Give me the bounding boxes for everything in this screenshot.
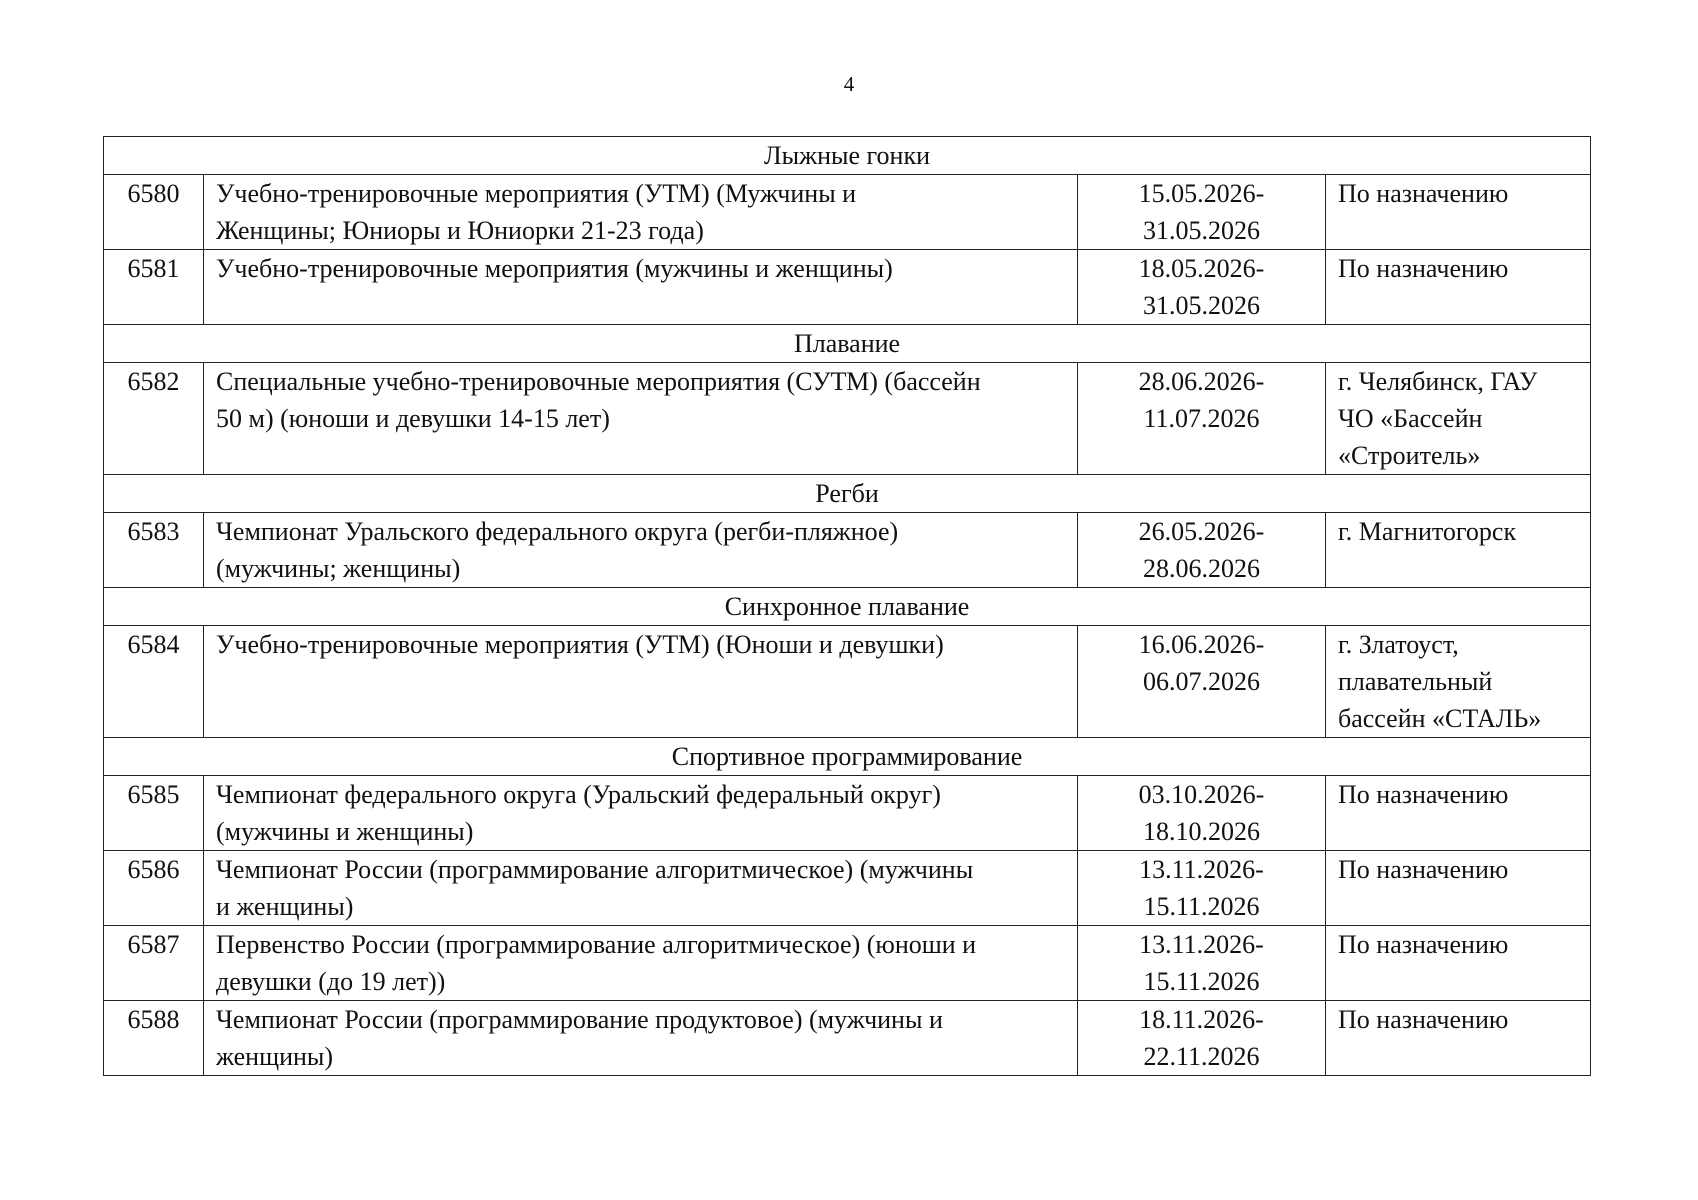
event-name	[204, 250, 1078, 325]
section-title: Синхронное плавание	[104, 588, 1591, 626]
event-place	[1326, 175, 1591, 250]
event-number: 6588	[104, 1001, 204, 1076]
event-place-line: По назначению	[1338, 1005, 1509, 1034]
event-place-line: бассейн «СТАЛЬ»	[1338, 704, 1542, 733]
event-name-line: (мужчины и женщины)	[216, 817, 474, 846]
event-number: 6582	[104, 363, 204, 475]
event-name-line: Чемпионат Уральского федерального округа (регби-пляжное)	[216, 517, 899, 546]
event-name-line: (мужчины; женщины)	[216, 554, 461, 583]
event-place-line: По назначению	[1338, 179, 1509, 208]
table-row	[104, 851, 1591, 926]
event-date-start: 18.11.2026-	[1139, 1005, 1264, 1034]
event-name-line: Женщины; Юниоры и Юниорки 21-23 года)	[216, 216, 704, 245]
event-date-end: 18.10.2026	[1143, 817, 1260, 846]
event-date-start: 15.05.2026-	[1138, 179, 1265, 208]
event-name-line: Первенство России (программирование алгоритмическое) (юноши и	[216, 930, 977, 959]
event-name	[204, 363, 1078, 475]
event-date-start: 16.06.2026-	[1138, 630, 1265, 659]
event-name	[204, 1001, 1078, 1076]
event-number: 6586	[104, 851, 204, 926]
event-number: 6581	[104, 250, 204, 325]
event-name-line: женщины)	[216, 1042, 334, 1071]
event-dates	[1078, 250, 1326, 325]
event-name-line: Чемпионат России (программирование продуктовое) (мужчины и	[216, 1005, 943, 1034]
event-date-end: 22.11.2026	[1143, 1042, 1260, 1071]
event-date-end: 31.05.2026	[1143, 216, 1260, 245]
event-name	[204, 175, 1078, 250]
event-place	[1326, 776, 1591, 851]
section-title: Регби	[104, 475, 1591, 513]
event-place	[1326, 513, 1591, 588]
event-date-end: 11.07.2026	[1143, 404, 1260, 433]
section-header-row	[104, 137, 1591, 175]
event-name-line: Специальные учебно-тренировочные мероприятия (СУТМ) (бассейн	[216, 367, 981, 396]
event-dates	[1078, 851, 1326, 926]
event-date-end: 06.07.2026	[1143, 667, 1260, 696]
event-name	[204, 926, 1078, 1001]
section-title: Плавание	[104, 325, 1591, 363]
event-number: 6585	[104, 776, 204, 851]
event-dates	[1078, 1001, 1326, 1076]
event-dates	[1078, 513, 1326, 588]
event-name	[204, 851, 1078, 926]
event-number: 6580	[104, 175, 204, 250]
event-name-line: Учебно-тренировочные мероприятия (УТМ) (Мужчины и	[216, 179, 857, 208]
section-header-row	[104, 475, 1591, 513]
event-name-line: девушки (до 19 лет))	[216, 967, 446, 996]
event-name-line: Чемпионат России (программирование алгоритмическое) (мужчины	[216, 855, 974, 884]
table-row	[104, 250, 1591, 325]
event-place	[1326, 851, 1591, 926]
event-name-line: и женщины)	[216, 892, 354, 921]
event-dates	[1078, 926, 1326, 1001]
event-name-line: 50 м) (юноши и девушки 14-15 лет)	[216, 404, 610, 433]
event-place-line: г. Магнитогорск	[1338, 517, 1517, 546]
event-dates	[1078, 175, 1326, 250]
table-row	[104, 363, 1591, 475]
event-place-line: г. Златоуст,	[1338, 630, 1459, 659]
section-title: Лыжные гонки	[104, 137, 1591, 175]
event-name-line: Чемпионат федерального округа (Уральский федеральный округ)	[216, 780, 941, 809]
event-place-line: г. Челябинск, ГАУ	[1338, 367, 1538, 396]
event-place	[1326, 250, 1591, 325]
event-place	[1326, 626, 1591, 738]
event-date-start: 26.05.2026-	[1138, 517, 1265, 546]
event-place-line: По назначению	[1338, 930, 1509, 959]
event-number: 6587	[104, 926, 204, 1001]
table-row	[104, 626, 1591, 738]
event-name-line: Учебно-тренировочные мероприятия (УТМ) (Юноши и девушки)	[216, 630, 944, 659]
table-row	[104, 776, 1591, 851]
section-header-row	[104, 325, 1591, 363]
page-number: 4	[843, 72, 855, 96]
section-header-row	[104, 738, 1591, 776]
table-row	[104, 1001, 1591, 1076]
event-place	[1326, 363, 1591, 475]
event-dates	[1078, 363, 1326, 475]
event-name	[204, 776, 1078, 851]
table-row	[104, 513, 1591, 588]
event-name	[204, 513, 1078, 588]
event-date-start: 28.06.2026-	[1138, 367, 1265, 396]
event-name	[204, 626, 1078, 738]
event-place-line: По назначению	[1338, 855, 1509, 884]
event-place	[1326, 926, 1591, 1001]
event-place	[1326, 1001, 1591, 1076]
event-place-line: «Строитель»	[1338, 441, 1481, 470]
event-dates	[1078, 626, 1326, 738]
table-row	[104, 926, 1591, 1001]
event-number: 6584	[104, 626, 204, 738]
event-date-start: 13.11.2026-	[1139, 930, 1264, 959]
event-date-end: 15.11.2026	[1143, 967, 1260, 996]
table-row	[104, 175, 1591, 250]
section-header-row	[104, 588, 1591, 626]
event-date-end: 15.11.2026	[1143, 892, 1260, 921]
event-place-line: плавательный	[1338, 667, 1493, 696]
event-date-end: 31.05.2026	[1143, 291, 1260, 320]
event-place-line: По назначению	[1338, 254, 1509, 283]
event-date-end: 28.06.2026	[1143, 554, 1260, 583]
event-date-start: 18.05.2026-	[1138, 254, 1265, 283]
event-date-start: 13.11.2026-	[1139, 855, 1264, 884]
events-table	[103, 136, 1591, 1076]
event-name-line: Учебно-тренировочные мероприятия (мужчины и женщины)	[216, 254, 893, 283]
event-dates	[1078, 776, 1326, 851]
event-place-line: ЧО «Бассейн	[1338, 404, 1483, 433]
event-date-start: 03.10.2026-	[1138, 780, 1265, 809]
event-place-line: По назначению	[1338, 780, 1509, 809]
section-title: Спортивное программирование	[104, 738, 1591, 776]
event-number: 6583	[104, 513, 204, 588]
